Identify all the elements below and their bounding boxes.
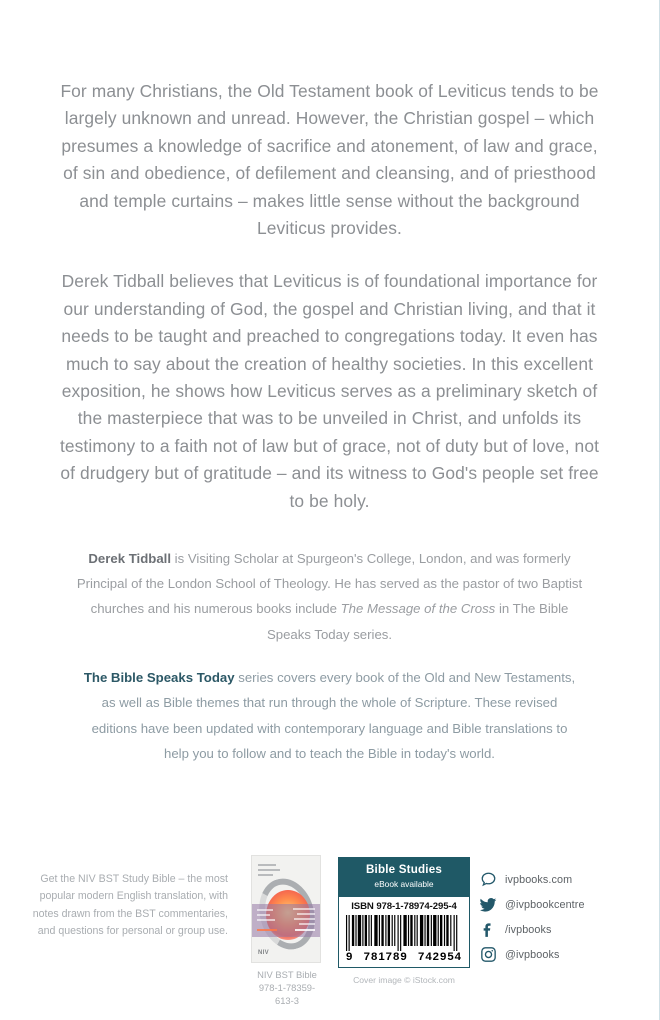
author-bio-text-after: in The Bible Speaks Today series. xyxy=(266,601,569,642)
study-bible-promo: Get the NIV BST Study Bible – the most popular modern English translation, with notes drawn from the BST commentaries, and questions for personal or group use. xyxy=(32,873,228,938)
barcode-digit-prefix: 9 xyxy=(346,951,354,963)
series-name: The Bible Speaks Today xyxy=(83,670,235,685)
social-label-instagram: @ivpbooks xyxy=(505,948,560,961)
isbn-label: ISBN 978-1-78974-295-4 xyxy=(351,901,457,912)
bible-cover-niv-label: NIV xyxy=(258,950,269,956)
ebook-note: eBook available xyxy=(374,879,434,889)
category-banner xyxy=(338,857,470,897)
facebook-icon xyxy=(478,920,498,940)
social-label-twitter: @ivpbookcentre xyxy=(505,898,585,911)
bible-cover-art xyxy=(251,855,321,963)
description-paragraph-2: Derek Tidball believes that Leviticus is of foundational importance for our understanding of God, the gospel and Christian living, and that it needs to be taught and preached to congregations today. It even has much to say about the creation of healthy societies. In this excellent exposition, he shows how Leviticus serves as a preliminary sketch of the masterpiece that was to be unveiled in Christ, and unfolds its testimony to a faith not of law but of grace, not of duty but of love, not of drudgery but of gratitude – and its witness to God's people set free to be holy. xyxy=(59,271,600,511)
author-book-title: The Message of the Cross xyxy=(340,601,496,617)
cover-image-credit: Cover image © iStock.com xyxy=(353,975,455,985)
series-description xyxy=(78,665,581,767)
barcode-block xyxy=(338,857,470,985)
bible-cover-title-lines xyxy=(258,864,288,879)
barcode-digit-group-1: 781789 xyxy=(363,951,408,963)
instagram-icon xyxy=(478,945,498,965)
bible-cover-band xyxy=(252,904,320,937)
footer-strip xyxy=(0,855,659,1005)
author-bio-text-before: is Visiting Scholar at Spurgeon's College, London, and was formerly Principal of the London School of Theology. He has served as the pastor of two Baptist churches and his numerous books include xyxy=(76,551,583,617)
category-label: Bible Studies xyxy=(365,863,443,876)
barcode-box xyxy=(338,897,470,968)
speech-bubble-icon xyxy=(478,870,498,890)
author-bio xyxy=(68,546,591,647)
social-label-website: ivpbooks.com xyxy=(505,873,573,886)
author-name: Derek Tidball xyxy=(88,551,171,566)
social-link-website[interactable] xyxy=(478,867,585,892)
barcode-bars-icon xyxy=(345,915,463,951)
bible-caption-isbn: 978-1-78359-613-3 xyxy=(258,982,316,1006)
barcode-digits xyxy=(345,951,463,964)
social-link-instagram[interactable] xyxy=(478,942,585,967)
bible-caption-title: NIV BST Bible xyxy=(257,969,317,980)
social-links xyxy=(478,867,585,967)
social-label-facebook: /ivpbooks xyxy=(505,923,552,936)
bible-caption xyxy=(251,968,323,1007)
social-link-twitter[interactable] xyxy=(478,892,585,917)
social-link-facebook[interactable] xyxy=(478,917,585,942)
book-description xyxy=(58,78,601,515)
barcode-digit-group-2: 742954 xyxy=(417,951,462,963)
twitter-icon xyxy=(478,895,498,915)
description-paragraph-1: For many Christians, the Old Testament book of Leviticus tends to be largely unknown and unread. However, the Christian gospel – which presumes a knowledge of sacrifice and atonement, of law and grace, of sin and obedience, of defilement and cleansing, and of priesthood and temple curtains – makes little sense without the background Leviticus provides. xyxy=(60,81,599,239)
series-text: series covers every book of the Old and New Testaments, as well as Bible themes that run through the whole of Scripture. These revised editions have been updated with contemporary language and Bible translations to help you to follow and to teach the Bible in today's world. xyxy=(91,670,576,762)
study-bible-thumbnail xyxy=(251,855,323,1007)
